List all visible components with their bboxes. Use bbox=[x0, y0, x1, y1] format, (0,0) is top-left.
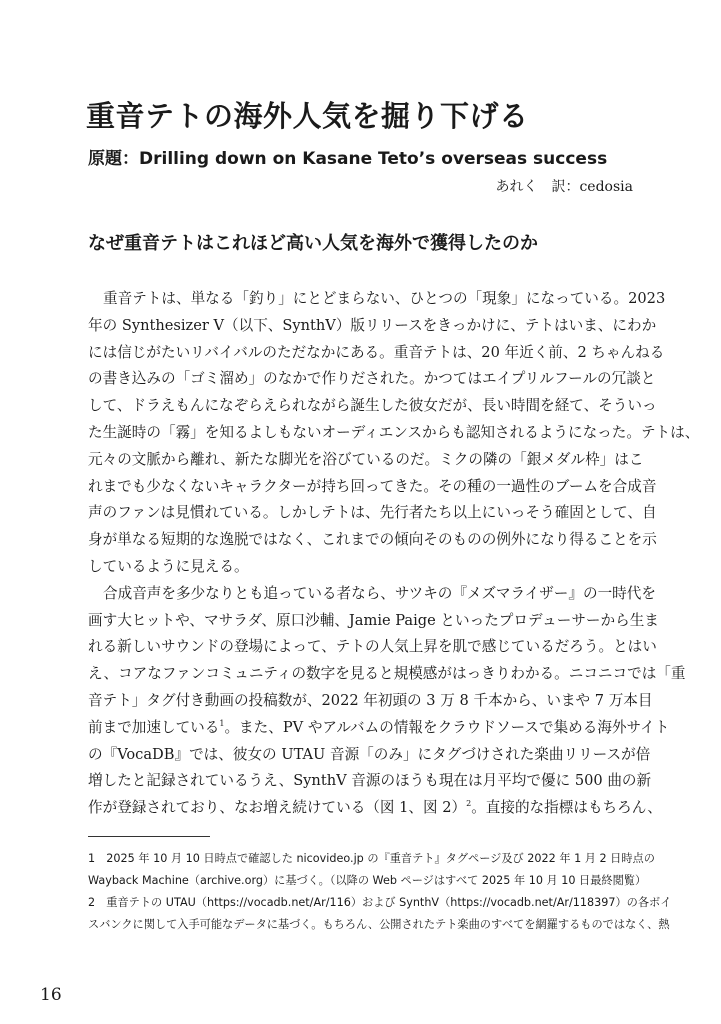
line-text: た生誕時の「霧」を知るよしもないオーディエンスからも認知されるようになった。テトは、 bbox=[88, 423, 700, 441]
body-line bbox=[88, 554, 632, 581]
line-text: れまでも少なくないキャラクターが持ち回ってきた。その種の一過性のブームを合成音 bbox=[88, 477, 657, 495]
body-line bbox=[88, 661, 686, 688]
line-text: には信じがたいリバイバルのただなかにある。重音テトは、20 年近く前、2 ちゃんねる bbox=[88, 343, 665, 361]
body-line bbox=[88, 527, 657, 554]
line-text: 身が単なる短期的な逸脱ではなく、これまでの傾向そのものの例外になり得ることを示 bbox=[88, 531, 657, 549]
body-line bbox=[88, 313, 657, 340]
body-line bbox=[88, 688, 653, 715]
body-line bbox=[88, 286, 666, 313]
page-number: 16 bbox=[40, 985, 62, 1005]
body-line bbox=[88, 742, 651, 769]
article-title: 重音テトの海外人気を掘り下げる bbox=[86, 99, 529, 133]
line-text: 。直接的な指標はもちろん、 bbox=[471, 799, 662, 817]
body-line bbox=[88, 768, 652, 795]
body-line bbox=[88, 474, 657, 501]
body-line bbox=[88, 366, 656, 393]
line-text: 重音テトは、単なる「釣り」にとどまらない、ひとつの「現象」になっている。2023 bbox=[103, 290, 666, 307]
body-line bbox=[88, 795, 662, 822]
body-line bbox=[88, 581, 656, 608]
footnotes bbox=[88, 848, 672, 936]
footnote-line bbox=[88, 870, 647, 892]
body-line bbox=[88, 340, 665, 367]
body-line bbox=[88, 500, 657, 527]
line-text: 合成音声を多少なりとも追っている者なら、サツキの『メズマライザー』の一時代を bbox=[103, 584, 656, 602]
footnote-divider bbox=[88, 836, 210, 837]
line-text: れる新しいサウンドの登場によって、テトの人気上昇を肌で感じているだろう。とはい bbox=[88, 638, 657, 656]
byline: あれく 訳：cedosia bbox=[495, 179, 633, 195]
line-text: 増したと記録されているうえ、SynthV 音源のほうも現在は月平均で優に 500 曲の新 bbox=[88, 772, 652, 790]
footnote-line bbox=[88, 914, 670, 936]
line-text: 。また、PV やアルバムの情報をクラウドソースで集める海外サイト bbox=[224, 718, 670, 736]
body-line bbox=[88, 608, 659, 635]
line-text: 作が登録されており、なお増え続けている（図 1、図 2） bbox=[88, 799, 467, 817]
line-text: 1 2025 年 10 月 10 日時点で確認した nicovideo.jp の『重音テト』タグページ及び 2022 年 1 月 2 日時点の bbox=[88, 852, 655, 865]
line-text: Wayback Machine（archive.org）に基づく。（以降の Web ページはすべて 2025 年 10 月 10 日最終閲覧） bbox=[88, 874, 647, 887]
line-text: スバンクに関して入手可能なデータに基づく。もちろん、公開されたテト楽曲のすべてを網羅するものではなく、熱 bbox=[88, 918, 670, 931]
footnote-ref: 1 bbox=[219, 718, 225, 728]
original-title: 原題：Drilling down on Kasane Teto’s overseas success bbox=[88, 149, 608, 169]
body-text bbox=[88, 286, 700, 822]
section-heading: なぜ重音テトはこれほど高い人気を海外で獲得したのか bbox=[88, 233, 538, 254]
footnote-line bbox=[88, 892, 672, 914]
body-line bbox=[88, 634, 657, 661]
line-text: え、コアなファンコミュニティの数字を見ると規模感がはっきりわかる。ニコニコでは「重 bbox=[88, 665, 686, 683]
line-text: 音テト」タグ付き動画の投稿数が、2022 年初頭の 3 万 8 千本から、いまや 7 万本目 bbox=[88, 691, 653, 709]
body-line bbox=[88, 715, 670, 742]
line-text: しているように見える。 bbox=[88, 557, 249, 575]
body-line bbox=[88, 393, 657, 420]
line-text: して、ドラえもんになぞらえられながら誕生した彼女だが、長い時間を経て、そういっ bbox=[88, 397, 657, 415]
line-text: 声のファンは見慣れている。しかしテトは、先行者たち以上にいっそう確固として、自 bbox=[88, 504, 657, 522]
body-line bbox=[88, 447, 644, 474]
line-text: の『VocaDB』では、彼女の UTAU 音源「のみ」にタグづけされた楽曲リリースが倍 bbox=[88, 745, 651, 763]
body-line bbox=[88, 420, 700, 447]
line-text: 年の Synthesizer V（以下、SynthV）版リリースをきっかけに、テトはいま、にわか bbox=[88, 316, 657, 334]
line-text: 画す大ヒットや、マサラダ、原口沙輔、Jamie Paige といったプロデューサーから生ま bbox=[88, 611, 659, 629]
line-text: 元々の文脈から離れ、新たな脚光を浴びているのだ。ミクの隣の「銀メダル枠」はこ bbox=[88, 450, 644, 468]
line-text: 2 重音テトの UTAU（https://vocadb.net/Ar/116）および SynthV（https://vocadb.net/Ar/118397）の各ボイ bbox=[88, 896, 672, 909]
footnote-ref: 2 bbox=[466, 799, 472, 809]
line-text: 前まで加速している bbox=[88, 718, 220, 736]
footnote-line bbox=[88, 848, 655, 870]
line-text: の書き込みの「ゴミ溜め」のなかで作りだされた。かつてはエイプリルフールの冗談と bbox=[88, 370, 656, 388]
